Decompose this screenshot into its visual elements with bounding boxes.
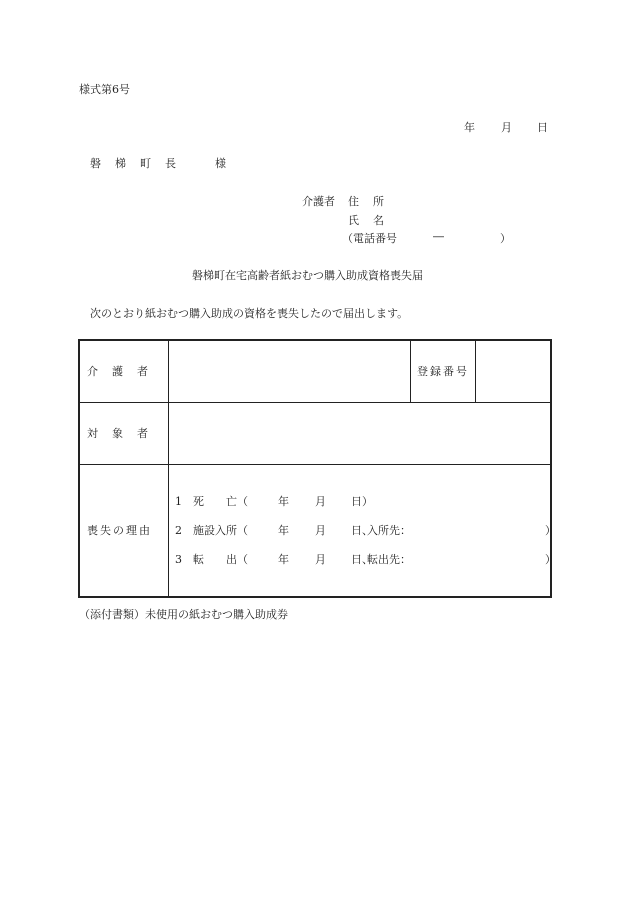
reason-day: 日、 [351, 523, 373, 537]
address-label: 住所 [348, 195, 398, 208]
reason-extra: 入所先： [367, 523, 411, 537]
reason-close: ） [545, 552, 556, 566]
form-table [78, 339, 556, 598]
reason-name: 施設入所（ [193, 523, 248, 537]
reason-name: 転 出（ [193, 552, 248, 566]
reason-item[interactable] [169, 545, 556, 574]
reason-month: 月 [315, 494, 326, 508]
document-title: 磐梯町在宅高齢者紙おむつ購入助成資格喪失届 [192, 269, 423, 282]
reason-item[interactable] [169, 516, 556, 545]
reason-extra: 転出先： [367, 552, 411, 566]
reason-day: 日、 [351, 552, 373, 566]
name-label: 氏名 [348, 214, 398, 227]
date-month: 月 [501, 121, 512, 134]
reason-item[interactable] [169, 487, 550, 516]
subject-label: 対象者 [79, 402, 169, 464]
registration-label: 登録番号 [411, 340, 476, 402]
caregiver-value[interactable] [169, 340, 411, 402]
registration-value[interactable] [476, 340, 552, 402]
reason-list [169, 464, 556, 597]
subject-value[interactable] [169, 402, 552, 464]
date-day: 日 [537, 121, 548, 134]
reason-number: 1 [175, 494, 182, 508]
reason-label: 喪失の理由 [79, 464, 169, 597]
reason-day: 日） [351, 494, 373, 508]
phone-dash: ― [433, 230, 444, 243]
addressee: 磐梯町長 様 [90, 157, 240, 170]
reason-year: 年 [278, 523, 289, 537]
applicant-role: 介護者 [302, 195, 335, 208]
reason-close: ） [545, 523, 556, 537]
reason-month: 月 [315, 552, 326, 566]
phone-close: ） [500, 232, 511, 245]
phone-open: （電話番号 [342, 232, 397, 245]
attachment-note: （添付書類）未使用の紙おむつ購入助成券 [79, 608, 288, 621]
caregiver-label: 介護者 [79, 340, 169, 402]
form-number: 様式第6号 [79, 83, 130, 96]
date-year: 年 [464, 121, 475, 134]
reason-number: 2 [175, 523, 182, 537]
reason-year: 年 [278, 552, 289, 566]
reason-name: 死 亡（ [193, 494, 248, 508]
reason-year: 年 [278, 494, 289, 508]
reason-number: 3 [175, 552, 182, 566]
reason-month: 月 [315, 523, 326, 537]
intro-text: 次のとおり紙おむつ購入助成の資格を喪失したので届出します。 [90, 307, 409, 320]
